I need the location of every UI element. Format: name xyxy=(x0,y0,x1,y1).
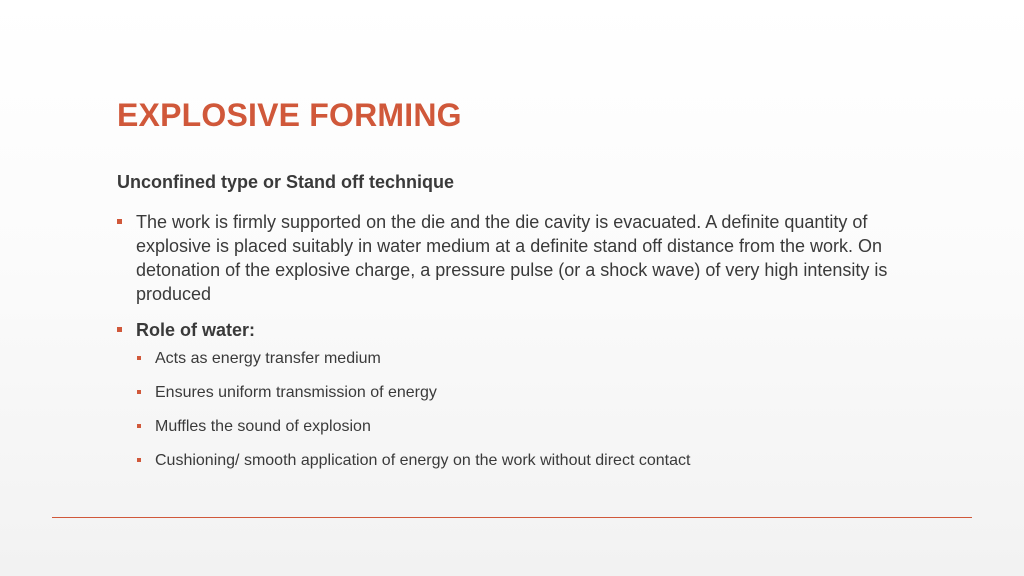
slide-title: EXPLOSIVE FORMING xyxy=(117,97,462,133)
sub-bullet-text: Ensures uniform transmission of energy xyxy=(155,384,437,401)
sub-bullet-text: Acts as energy transfer medium xyxy=(155,350,381,367)
slide-subtitle: Unconfined type or Stand off technique xyxy=(117,172,454,192)
sub-bullet-item xyxy=(136,450,917,472)
square-bullet-icon xyxy=(117,219,122,224)
square-bullet-icon xyxy=(137,424,141,428)
sub-bullet-text: Cushioning/ smooth application of energy on the work without direct contact xyxy=(155,452,691,469)
bullet-text: The work is firmly supported on the die and the die cavity is evacuated. A definite quantity of explosive is placed suitably in water medium at a definite stand off distance from the work. On detonation of the explosive charge, a pressure pulse (or a shock wave) of very high intensity is produced xyxy=(136,212,888,304)
bullet-heading: Role of water: xyxy=(136,320,256,340)
sub-bullet-item xyxy=(136,382,917,404)
bullet-item-description xyxy=(117,210,917,306)
sub-bullet-text: Muffles the sound of explosion xyxy=(155,418,371,435)
footer-divider xyxy=(52,517,972,518)
sub-bullet-list xyxy=(136,348,917,472)
sub-bullet-item xyxy=(136,348,917,370)
square-bullet-icon xyxy=(137,390,141,394)
bullet-item-role-of-water xyxy=(117,318,917,472)
sub-bullet-item xyxy=(136,416,917,438)
square-bullet-icon xyxy=(137,356,141,360)
bullet-list xyxy=(117,210,917,484)
square-bullet-icon xyxy=(117,327,122,332)
square-bullet-icon xyxy=(137,458,141,462)
